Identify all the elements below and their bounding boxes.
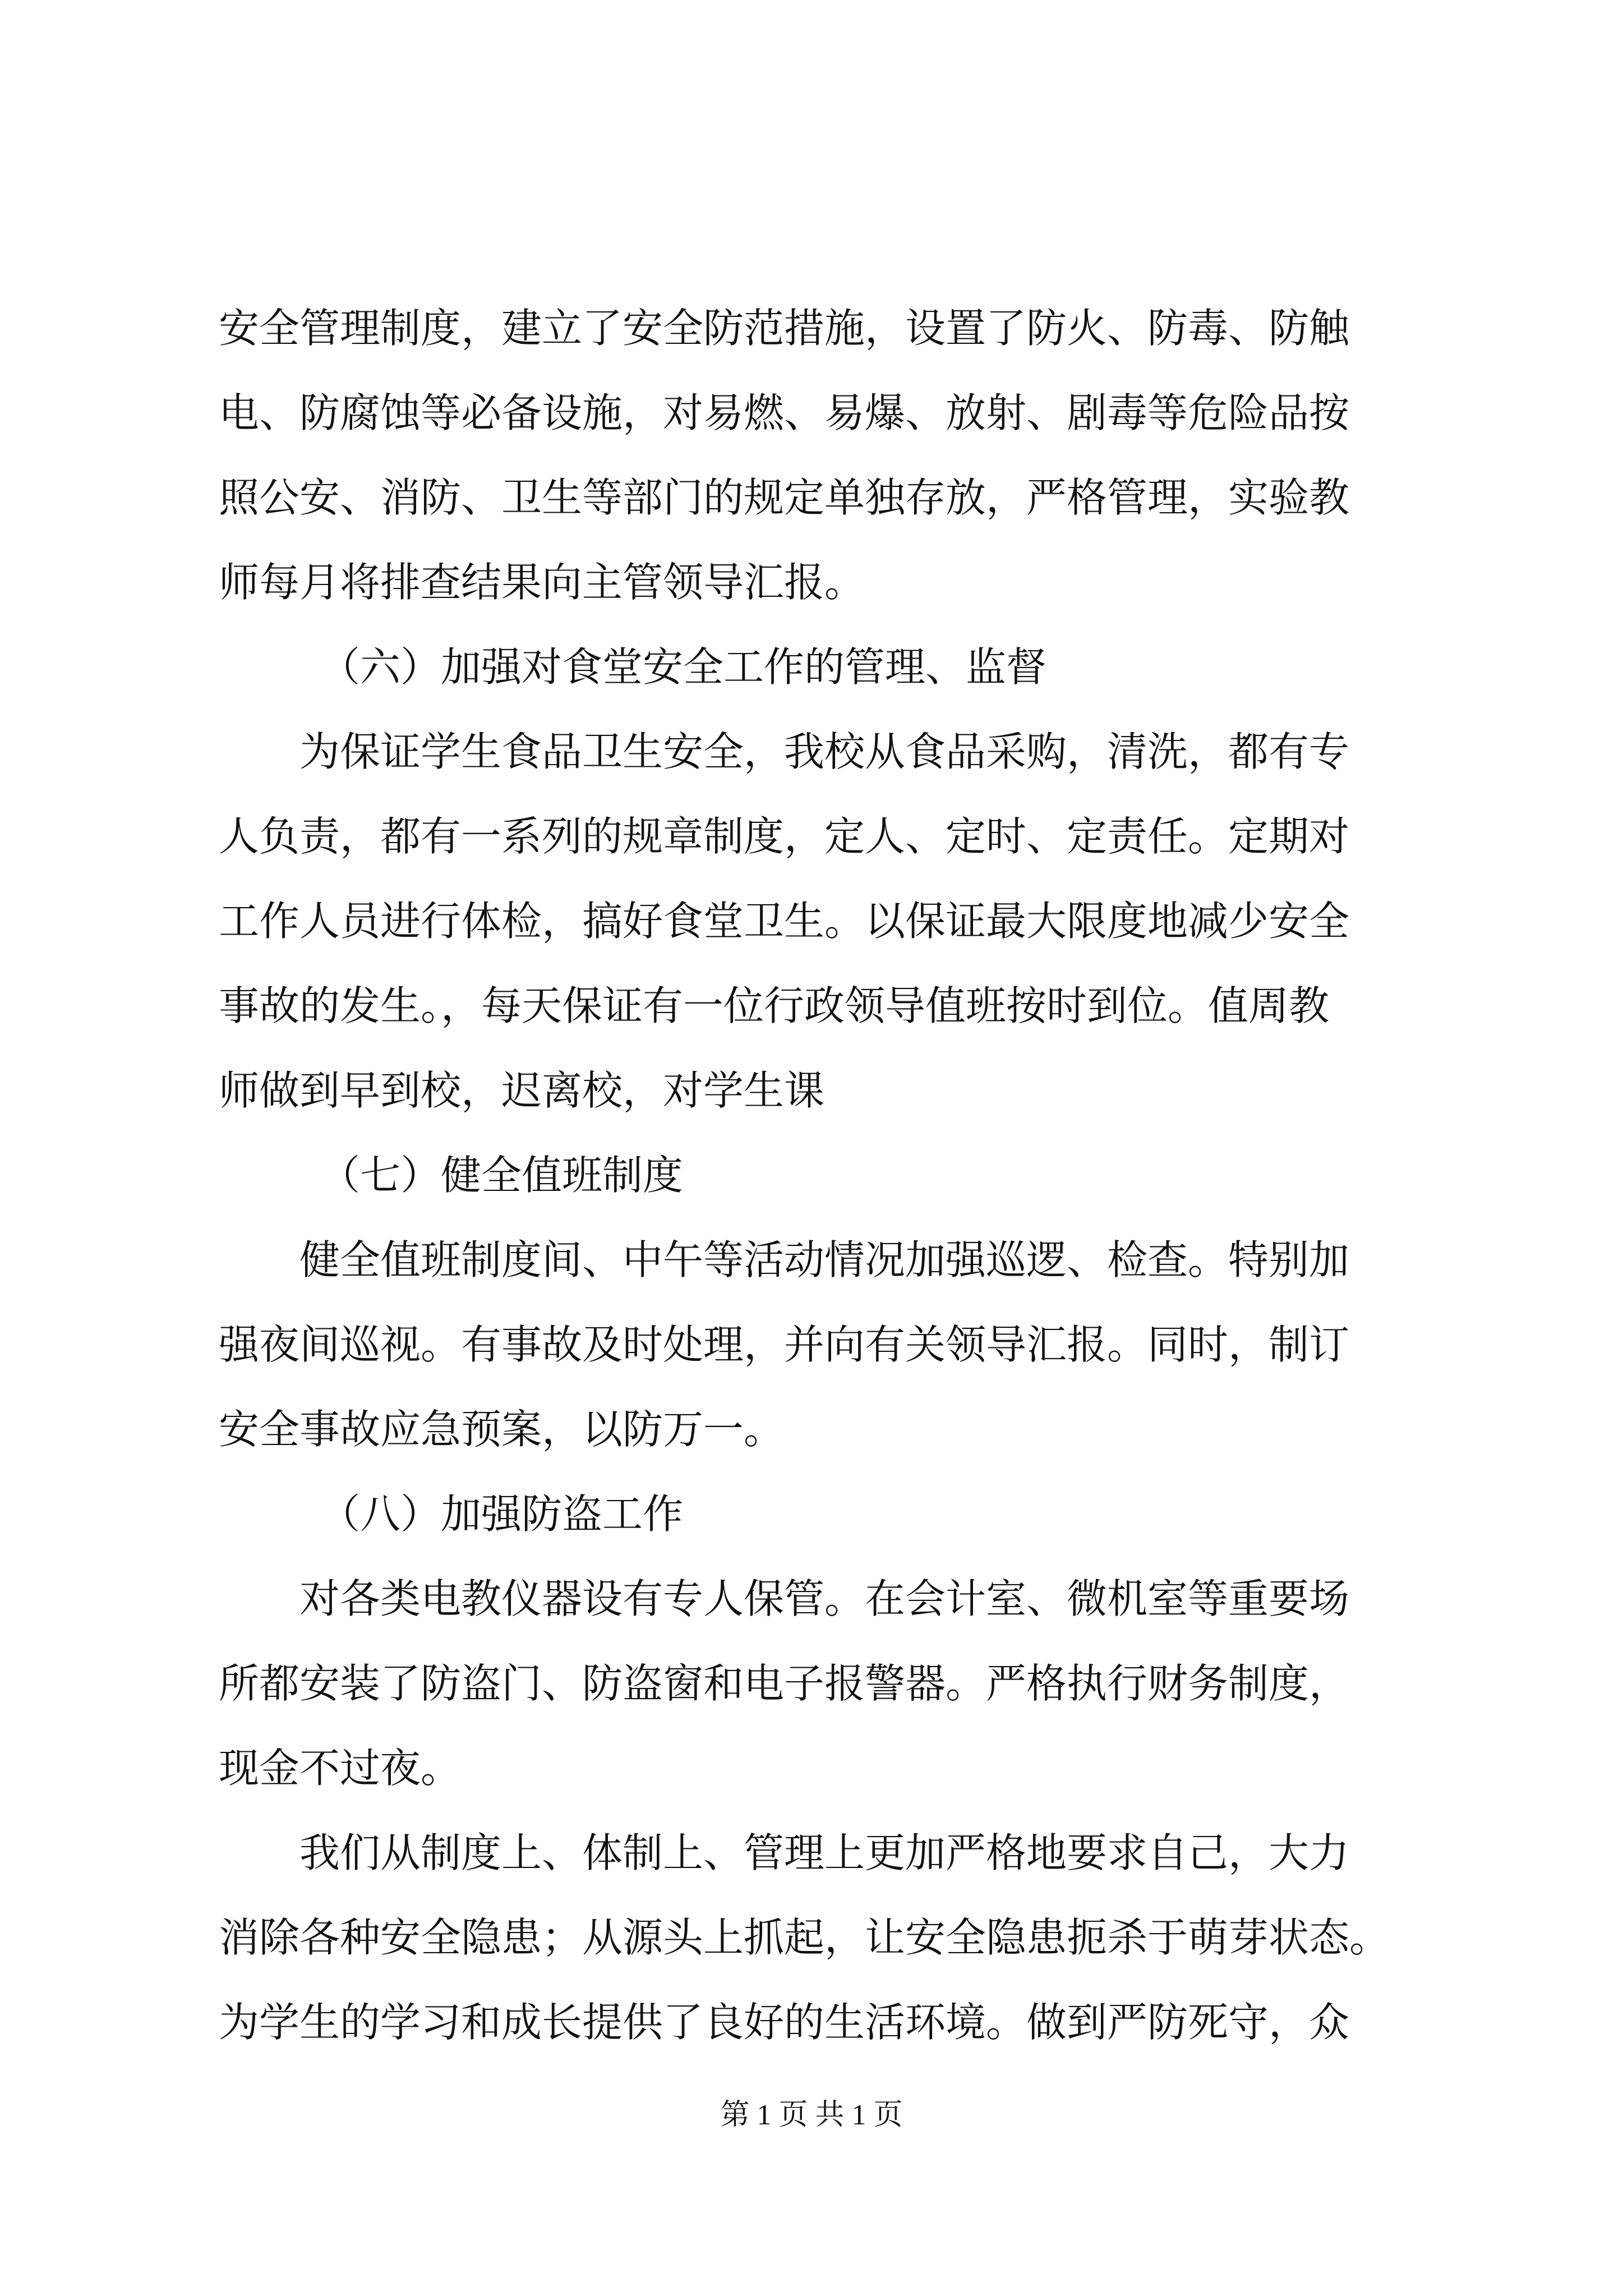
- body-line: 对各类电教仪器设有专人保管。在会计室、微机室等重要场: [299, 1575, 1350, 1622]
- body-line: 安全管理制度，建立了安全防范措施，设置了防火、防毒、防触: [219, 305, 1350, 352]
- page-footer: 第 1 页 共 1 页: [720, 2099, 903, 2131]
- body-line: 我们从制度上、体制上、管理上更加严格地要求自己，大力: [299, 1829, 1350, 1876]
- body-line: 照公安、消防、卫生等部门的规定单独存放，严格管理，实验教: [219, 474, 1350, 521]
- document-body: [219, 286, 1430, 2065]
- body-line: 电、防腐蚀等必备设施，对易燃、易爆、放射、剧毒等危险品按: [219, 389, 1350, 436]
- section-heading: （八）加强防盗工作: [320, 1490, 684, 1538]
- body-line: 为保证学生食品卫生安全，我校从食品采购，清洗，都有专: [299, 728, 1350, 775]
- section-heading: （六）加强对食堂安全工作的管理、监督: [320, 643, 1047, 691]
- body-line: 人负责，都有一系列的规章制度，定人、定时、定责任。定期对: [219, 813, 1350, 860]
- body-line: 事故的发生。，每天保证有一位行政领导值班按时到位。值周教: [219, 982, 1330, 1029]
- body-line: 安全事故应急预案，以防万一。: [219, 1406, 785, 1453]
- section-heading: （七）健全值班制度: [320, 1152, 684, 1199]
- body-line: 现金不过夜。: [219, 1745, 462, 1792]
- body-line: 所都安装了防盗门、防盗窗和电子报警器。严格执行财务制度，: [219, 1660, 1350, 1707]
- body-line: 为学生的学习和成长提供了良好的生活环境。做到严防死守，众: [219, 1999, 1350, 2046]
- body-line: 消除各种安全隐患；从源头上抓起，让安全隐患扼杀于萌芽状态。: [219, 1914, 1390, 1961]
- body-line: 工作人员进行体检，搞好食堂卫生。以保证最大限度地减少安全: [219, 898, 1350, 945]
- body-line: 健全值班制度间、中午等活动情况加强巡逻、检查。特别加: [299, 1236, 1350, 1283]
- body-line: 强夜间巡视。有事故及时处理，并向有关领导汇报。同时，制订: [219, 1321, 1350, 1368]
- body-line: 师每月将排查结果向主管领导汇报。: [219, 559, 865, 606]
- body-line: 师做到早到校，迟离校，对学生课: [219, 1067, 825, 1114]
